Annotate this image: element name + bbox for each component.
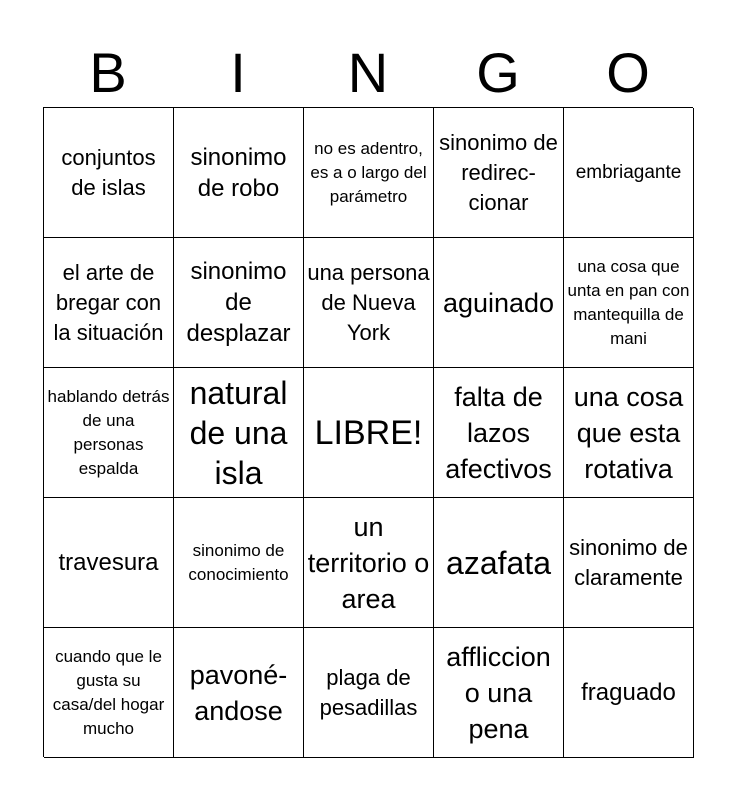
cell-text: una cosa que unta en pan con mantequilla de mani bbox=[567, 256, 690, 348]
cell-text: una persona de Nueva York bbox=[307, 259, 430, 345]
bingo-header bbox=[43, 38, 693, 108]
cell-text: falta de lazos afectivos bbox=[445, 381, 552, 484]
bingo-cell-r5c2[interactable] bbox=[174, 628, 304, 758]
cell-text: cuando que le gusta su casa/del hogar mucho bbox=[52, 646, 165, 738]
cell-text: sinonimo de claramente bbox=[569, 534, 688, 590]
bingo-cell-r1c1[interactable] bbox=[44, 108, 174, 238]
cell-text: affliccion o una pena bbox=[446, 641, 551, 744]
cell-text: fraguado bbox=[581, 679, 676, 706]
bingo-cell-r2c4[interactable] bbox=[434, 238, 564, 368]
cell-text: pavoné-andose bbox=[189, 659, 288, 726]
bingo-cell-r4c2[interactable] bbox=[174, 498, 304, 628]
bingo-cell-r3c2[interactable] bbox=[174, 368, 304, 498]
bingo-cell-r3c4[interactable] bbox=[434, 368, 564, 498]
cell-text: sinonimo de desplazar bbox=[186, 258, 291, 347]
bingo-cell-r1c3[interactable] bbox=[304, 108, 434, 238]
bingo-cell-r3c3-free[interactable] bbox=[304, 368, 434, 498]
bingo-cell-r2c1[interactable] bbox=[44, 238, 174, 368]
header-letter-o: O bbox=[606, 41, 650, 104]
cell-text: sinonimo de robo bbox=[190, 143, 287, 202]
header-letter-b: B bbox=[89, 41, 127, 104]
bingo-cell-r4c1[interactable] bbox=[44, 498, 174, 628]
bingo-cell-r1c2[interactable] bbox=[174, 108, 304, 238]
cell-text: azafata bbox=[446, 544, 551, 581]
bingo-cell-r5c1[interactable] bbox=[44, 628, 174, 758]
header-letter-i: I bbox=[230, 41, 246, 104]
bingo-cell-r4c4[interactable] bbox=[434, 498, 564, 628]
bingo-cell-r1c4[interactable] bbox=[434, 108, 564, 238]
cell-text: embriagante bbox=[575, 161, 682, 183]
bingo-cell-r2c2[interactable] bbox=[174, 238, 304, 368]
bingo-cell-r5c4[interactable] bbox=[434, 628, 564, 758]
bingo-cell-r3c1[interactable] bbox=[44, 368, 174, 498]
cell-text: no es adentro, es a o largo del parámetro bbox=[310, 138, 427, 206]
bingo-cell-r1c5[interactable] bbox=[564, 108, 694, 238]
cell-text: hablando detrás de una personas espalda bbox=[47, 386, 170, 478]
bingo-cell-r2c3[interactable] bbox=[304, 238, 434, 368]
bingo-cell-r5c5[interactable] bbox=[564, 628, 694, 758]
cell-text: conjuntos de islas bbox=[61, 144, 156, 200]
bingo-cell-r2c5[interactable] bbox=[564, 238, 694, 368]
bingo-cell-r3c5[interactable] bbox=[564, 368, 694, 498]
cell-text: natural de una isla bbox=[189, 374, 288, 491]
cell-text: aguinado bbox=[442, 287, 555, 318]
cell-text: el arte de bregar con la situación bbox=[53, 259, 164, 345]
cell-text: travesura bbox=[58, 549, 159, 576]
cell-text: un territorio o area bbox=[307, 511, 430, 614]
cell-text: sinonimo de conocimiento bbox=[188, 540, 289, 584]
bingo-cell-r5c3[interactable] bbox=[304, 628, 434, 758]
cell-text: sinonimo de redirec-cionar bbox=[439, 129, 558, 215]
bingo-cell-r4c5[interactable] bbox=[564, 498, 694, 628]
free-space-label: LIBRE! bbox=[314, 413, 423, 452]
cell-text: una cosa que esta rotativa bbox=[573, 381, 684, 484]
cell-text: plaga de pesadillas bbox=[319, 664, 418, 720]
header-letter-n: N bbox=[347, 41, 389, 104]
bingo-grid bbox=[43, 107, 693, 757]
bingo-cell-r4c3[interactable] bbox=[304, 498, 434, 628]
header-letter-g: G bbox=[476, 41, 520, 104]
